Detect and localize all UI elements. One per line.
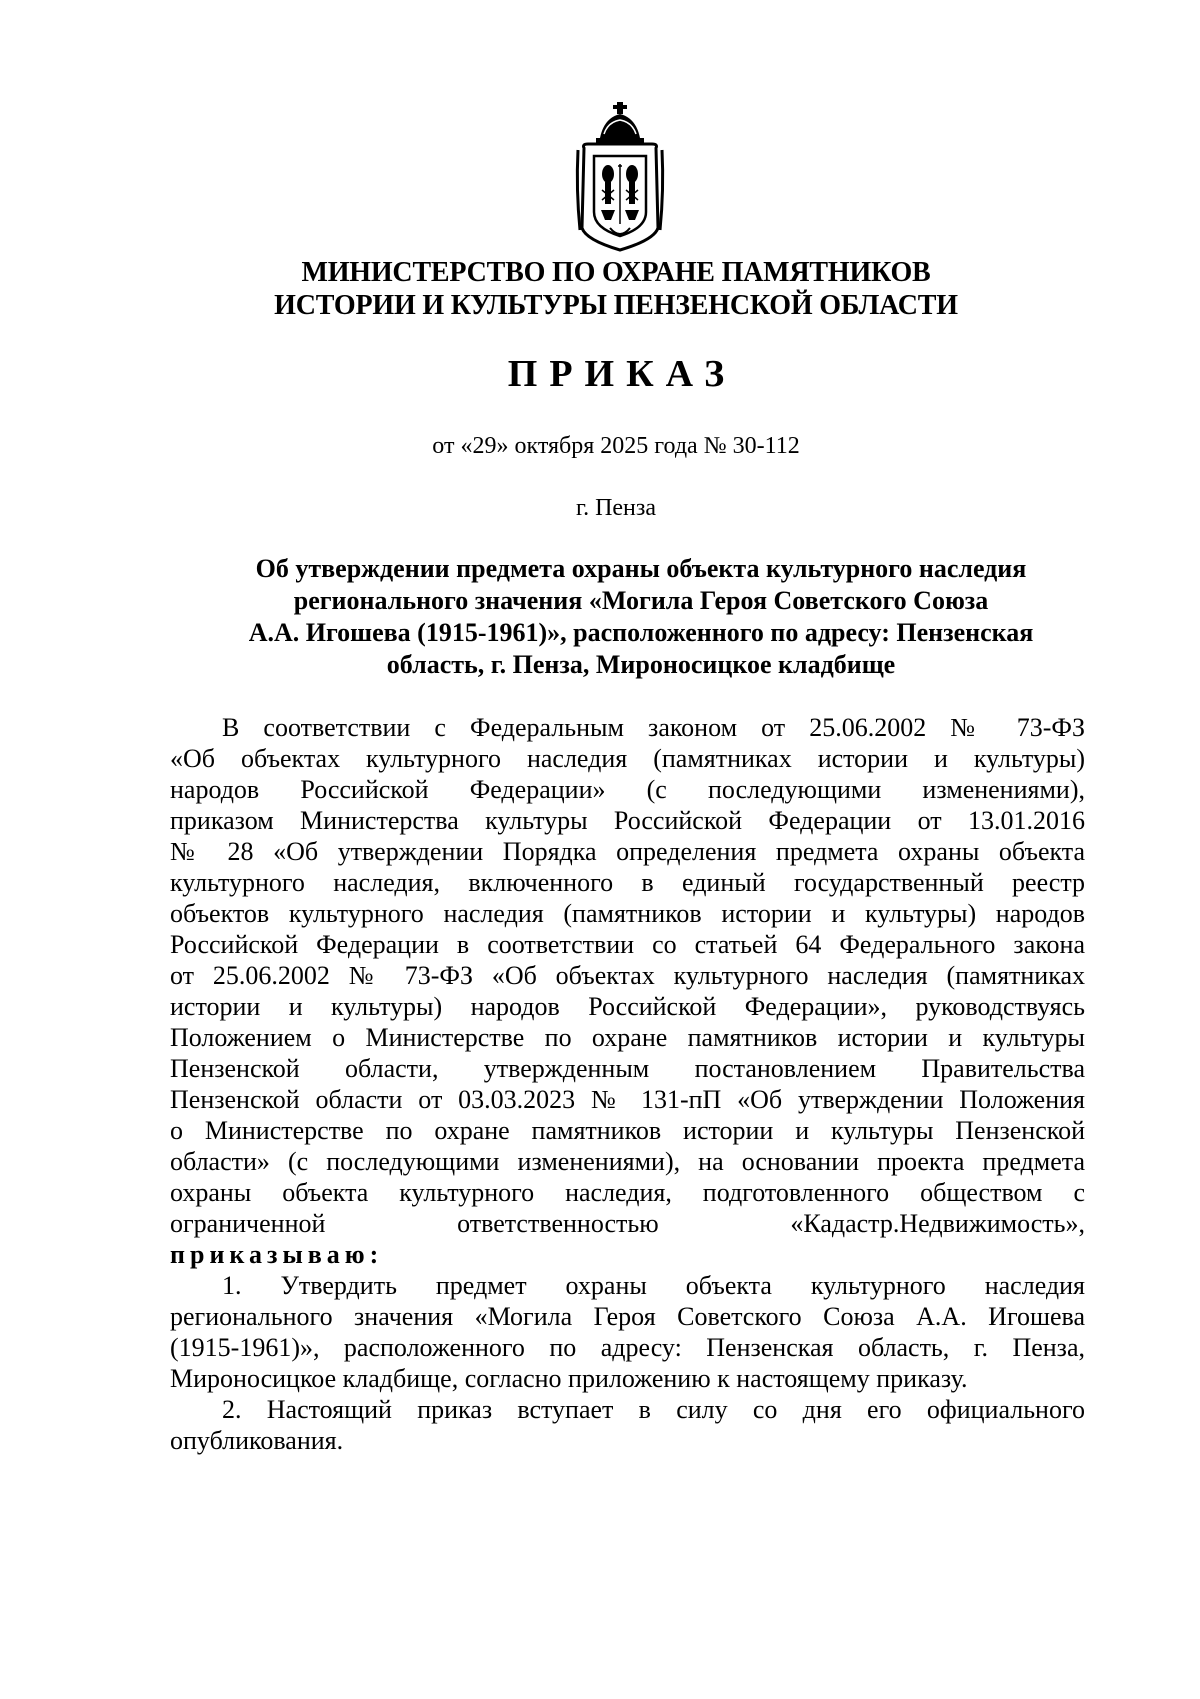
item-2-line: 2. Настоящий приказ вступает в силу со дня его официального — [222, 1395, 1085, 1424]
item-2-line: опубликования. — [170, 1426, 344, 1455]
order-body — [170, 712, 1085, 1456]
item-1-line: (1915-1961)», расположенного по адресу: Пензенская область, г. Пенза, — [170, 1333, 1085, 1362]
coat-of-arms-emblem — [574, 100, 666, 252]
preamble-line: Пензенской области от 03.03.2023 № 131-пП «Об утверждении Положения — [170, 1085, 1085, 1114]
subject-line: область, г. Пенза, Мироносицкое кладбище — [386, 650, 896, 679]
preamble-line: области» (с последующими изменениями), на основании проекта предмета — [170, 1147, 1085, 1176]
subject-line: регионального значения «Могила Героя Советского Союза — [293, 586, 989, 615]
ministry-name — [150, 256, 1082, 322]
order-date-number: от «29» октября 2025 года № 30-112 — [432, 433, 800, 459]
preamble-line: № 28 «Об утверждении Порядка определения предмета охраны объекта — [170, 837, 1085, 866]
preamble-line: ограниченной ответственностью «Кадастр.Недвижимость», — [170, 1209, 1085, 1238]
item-1-line: 1. Утвердить предмет охраны объекта культурного наследия — [222, 1271, 1085, 1300]
item-1-line: регионального значения «Могила Героя Советского Союза А.А. Игошева — [170, 1302, 1085, 1331]
preamble-line: объектов культурного наследия (памятников истории и культуры) народов — [170, 899, 1085, 928]
preamble-line: В соответствии с Федеральным законом от 25.06.2002 № 73-ФЗ — [222, 713, 1085, 742]
ministry-name-line: МИНИСТЕРСТВО ПО ОХРАНЕ ПАМЯТНИКОВ — [301, 257, 931, 288]
preamble-line: Российской Федерации в соответствии со статьей 64 Федерального закона — [170, 930, 1085, 959]
ministry-name-line: ИСТОРИИ И КУЛЬТУРЫ ПЕНЗЕНСКОЙ ОБЛАСТИ — [274, 290, 958, 321]
preamble-line: «Об объектах культурного наследия (памятниках истории и культуры) — [170, 744, 1085, 773]
item-1-line: Мироносицкое кладбище, согласно приложению к настоящему приказу. — [170, 1364, 968, 1393]
preamble-line: приказом Министерства культуры Российской Федерации от 13.01.2016 — [170, 806, 1085, 835]
preamble-line: истории и культуры) народов Российской Федерации», руководствуясь — [170, 992, 1085, 1021]
preamble-line: культурного наследия, включенного в единый государственный реестр — [170, 868, 1085, 897]
preamble-line: Пензенской области, утвержденным постановлением Правительства — [170, 1054, 1085, 1083]
order-word: приказываю: — [170, 1240, 384, 1269]
preamble-line: Положением о Министерстве по охране памятников истории и культуры — [170, 1023, 1085, 1052]
order-city: г. Пенза — [575, 495, 657, 521]
preamble-line: о Министерстве по охране памятников истории и культуры Пензенской — [170, 1116, 1085, 1145]
subject-line: А.А. Игошева (1915-1961)», расположенного по адресу: Пензенская — [248, 618, 1034, 647]
preamble-line: народов Российской Федерации» (с последующими изменениями), — [170, 775, 1085, 804]
subject-line: Об утверждении предмета охраны объекта культурного наследия — [255, 554, 1027, 583]
preamble-line: охраны объекта культурного наследия, подготовленного обществом с — [170, 1178, 1085, 1207]
order-subject — [196, 553, 1086, 681]
document-type-title: ПРИКАЗ — [507, 353, 737, 395]
preamble-line: от 25.06.2002 № 73-ФЗ «Об объектах культурного наследия (памятниках — [170, 961, 1085, 990]
